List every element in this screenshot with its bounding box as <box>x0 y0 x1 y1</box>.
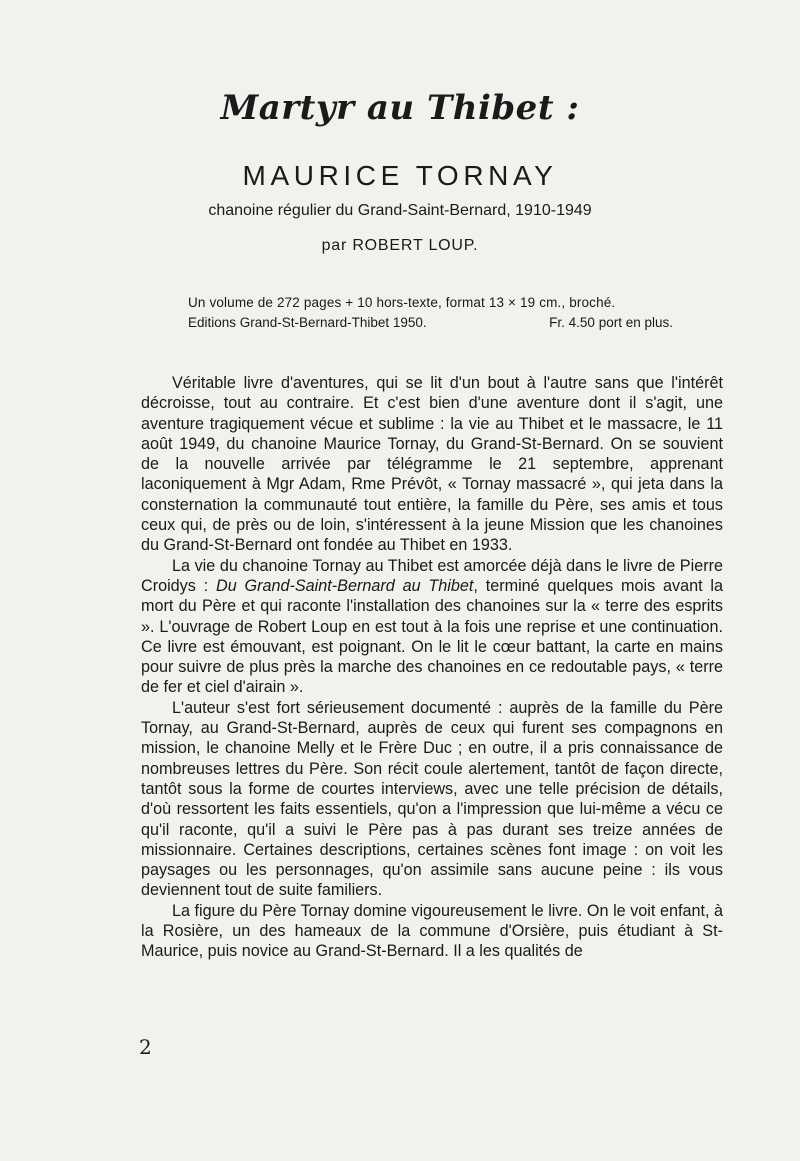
paragraph-3: L'auteur s'est fort sérieusement documenté : auprès de la famille du Père Tornay, au Grand-St-Bernard, auprès de ceux qui furent ses compagnons en mission, le chanoine Melly et le Frère Duc ; en outre, il a pris connaissance de nombreuses lettres du Père. Son récit coule alertement, tantôt de façon directe, tantôt sous la forme de courtes interviews, avec une telle précision de détails, d'où ressortent les faits essentiels, qu'on a l'impression que lui-même a vécu ce qu'il raconte, qu'il a suivi le Père pas à pas durant ses treize années de missionnaire. Certaines descriptions, certaines scènes font image : on voit les paysages ou les personnages, qu'on assimile sans aucune peine : ils vous deviennent tout de suite familiers. <box>141 698 723 900</box>
publication-info-row <box>188 315 673 330</box>
book-byline: par ROBERT LOUP. <box>321 237 479 254</box>
paragraph-2-start: La vie du chanoine Tornay au Thibet est amorcée déjà dans le livre de Pierre Croidys : <box>141 556 723 595</box>
book-subject: MAURICE TORNAY <box>242 160 558 191</box>
book-title: Martyr au Thibet : <box>220 88 580 128</box>
paragraph-1: Véritable livre d'aventures, qui se lit d'un bout à l'autre sans que l'intérêt décroisse, tout au contraire. Et c'est bien d'une aventure dont il s'agit, une aventure tragiquement vécue et sublime : la vie au Thibet et le massacre, le 11 août 1949, du chanoine Maurice Tornay, du Grand-St-Bernard. On se souvient de la nouvelle arrivée par télégramme le 21 septembre, apprenant laconiquement à Mgr Adam, Rme Prévôt, « Tornay massacré », qui jeta dans la consternation la communauté tout entière, la famille du Père, ses amis et tous ceux qui, de près ou de loin, s'intéressent à la jeune Mission que les chanoines du Grand-St-Bernard ont fondée au Thibet en 1933. <box>141 374 723 555</box>
paragraph-4: La figure du Père Tornay domine vigoureusement le livre. On le voit enfant, à la Rosière, un des hameaux de la commune d'Orsière, puis étudiant à St-Maurice, puis novice au Grand-St-Bernard. Il a les qualités de <box>141 901 723 961</box>
publication-details: Un volume de 272 pages + 10 hors-texte, format 13 × 19 cm., broché. <box>188 295 616 310</box>
cited-book-title: Du Grand-Saint-Bernard au Thibet <box>216 576 474 595</box>
price-info: Fr. 4.50 port en plus. <box>549 315 673 330</box>
paragraph-2-end: , terminé quelques mois avant la mort du Père et qui raconte l'installation des chanoines sur la « terre des esprits ». L'ouvrage de Robert Loup en est tout à la fois une reprise et une continuation. Ce livre est émouvant, est poignant. On le lit le cœur battant, la carte en mains pour suivre de plus près la marche des chanoines en ce redoutable pays, « terre de fer et ciel d'airain ». <box>141 576 724 697</box>
publisher-info: Editions Grand-St-Bernard-Thibet 1950. <box>188 315 427 330</box>
review-body <box>141 373 723 962</box>
page-number: 2 <box>139 1035 152 1059</box>
book-subtitle: chanoine régulier du Grand-Saint-Bernard, 1910-1949 <box>208 202 592 219</box>
paragraph-2 <box>141 556 723 698</box>
